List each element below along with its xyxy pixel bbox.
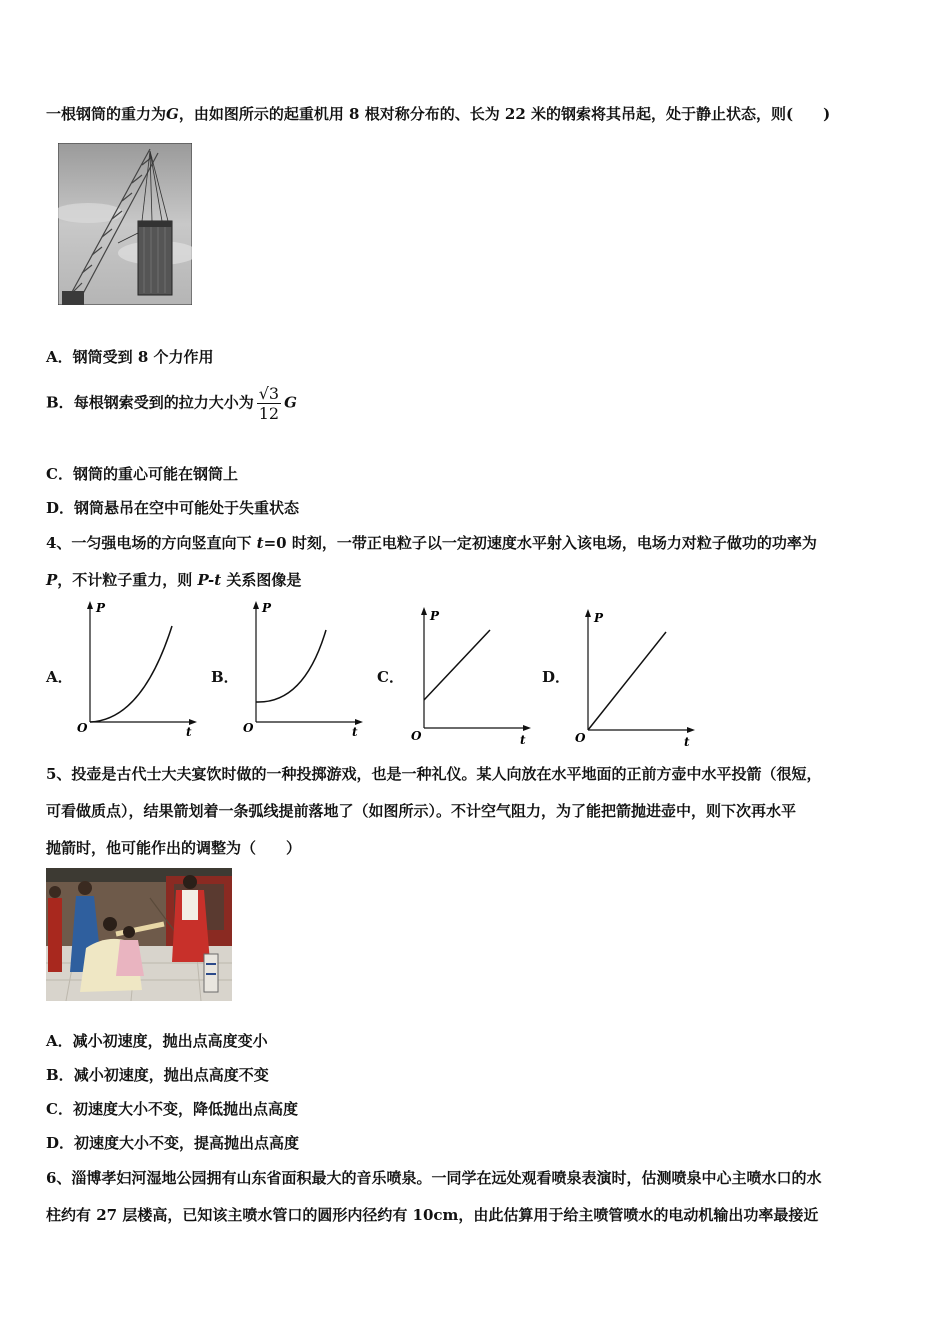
q3-stem-part-b: ，由如图所示的起重机用 8 根对称分布的、长为 22 米的钢索将其吊起，处于静止状态，则( ): [178, 105, 831, 123]
q5-option-d: [46, 1132, 299, 1153]
option-label: B．: [46, 393, 74, 412]
q6-stem-line-1: 6、淄博孝妇河湿地公园拥有山东省面积最大的音乐喷泉。一同学在远处观看喷泉表演时，估测喷泉中心主喷水口的水: [46, 1169, 822, 1187]
q3-option-b: [46, 384, 297, 423]
option-text: 每根钢索受到的拉力大小为: [73, 393, 254, 412]
q4-stem-line-2: [46, 569, 301, 590]
curve: [90, 626, 172, 722]
q4-stem-line-1: [46, 532, 817, 553]
option-text: 减小初速度，抛出点高度不变: [73, 1066, 269, 1084]
line: [424, 630, 490, 700]
option-text: 初速度大小不变，降低抛出点高度: [72, 1100, 298, 1118]
axis-t-label: t: [684, 735, 690, 748]
x-axis-arrow: [523, 725, 531, 731]
y-axis-arrow: [421, 607, 427, 615]
sqrt3-over-12-fraction: [257, 384, 281, 423]
q4-stem-text: 4、一匀强电场的方向竖直向下: [46, 534, 257, 552]
fraction-denominator: 12: [258, 404, 280, 423]
q4-stem-text: ，不计粒子重力，则: [57, 571, 198, 589]
y-axis-arrow: [253, 601, 259, 609]
axis-p-label: P: [96, 601, 106, 615]
q6-stem-line-2: 柱约有 27 层楼高，已知该主喷水管口的圆形内径约有 10cm，由此估算用于给主喷管喷水的电动机输出功率最接近: [46, 1206, 819, 1224]
axis-p-label: P: [262, 601, 272, 615]
graph-d-label: D．: [542, 668, 571, 686]
option-label: C．: [46, 1100, 73, 1118]
q3-option-d: [46, 497, 299, 518]
option-label: A．: [46, 1032, 73, 1050]
graph-b-label: B．: [211, 668, 239, 686]
graph-c: [404, 604, 534, 746]
option-text: 钢筒受到 8 个力作用: [72, 348, 214, 366]
q4-stem-text: 关系图像是: [221, 571, 302, 589]
option-text: 减小初速度，抛出点高度变小: [72, 1032, 268, 1050]
option-label: A．: [46, 348, 73, 366]
y-axis-arrow: [585, 609, 591, 617]
graph-b: [236, 598, 366, 738]
q3-option-a: [46, 346, 214, 367]
origin-label: O: [575, 731, 586, 745]
axis-p-label: P: [594, 611, 604, 625]
origin-label: O: [243, 721, 254, 735]
q4-var-p: P: [46, 571, 58, 589]
touhu-photo: [46, 868, 232, 1001]
graph-c-label: C．: [377, 668, 404, 686]
q3-stem-g: G: [166, 105, 179, 123]
origin-label: O: [77, 721, 88, 735]
q5-stem-line-1: 5、投壶是古代士大夫宴饮时做的一种投掷游戏，也是一种礼仪。某人向放在水平地面的正前方壶中水平投箭（很短，: [46, 765, 822, 783]
x-axis-arrow: [687, 727, 695, 733]
option-label: D．: [46, 499, 75, 517]
axis-t-label: t: [186, 725, 192, 738]
graph-a-label: A．: [46, 668, 73, 686]
origin-label: O: [411, 729, 422, 743]
option-text: 钢筒的重心可能在钢筒上: [72, 465, 238, 483]
option-text: 初速度大小不变，提高抛出点高度: [74, 1134, 300, 1152]
axis-t-label: t: [520, 733, 526, 746]
fraction-numerator: √3: [258, 384, 280, 403]
graph-d: [568, 606, 698, 748]
option-label: B．: [46, 1066, 74, 1084]
q5-option-a: [46, 1030, 268, 1051]
line: [588, 632, 666, 730]
q3-stem-part-a: 一根钢筒的重力为: [46, 105, 167, 123]
q5-stem-line-2: 可看做质点），结果箭划着一条弧线提前落地了（如图所示）。不计空气阻力，为了能把箭抛进壶中，则下次再水平: [46, 802, 797, 820]
crane-photo: [58, 143, 192, 305]
option-text: 钢筒悬吊在空中可能处于失重状态: [74, 499, 300, 517]
fraction-g: G: [284, 393, 297, 412]
q5-stem-line-3: 抛箭时，他可能作出的调整为（ ）: [46, 839, 302, 857]
q4-var-pt: P-t: [197, 571, 222, 589]
axis-t-label: t: [352, 725, 358, 738]
axis-p-label: P: [430, 609, 440, 623]
graph-a: [70, 598, 200, 738]
y-axis-arrow: [87, 601, 93, 609]
q5-option-c: [46, 1098, 298, 1119]
q3-option-c: [46, 463, 238, 484]
option-label: C．: [46, 465, 73, 483]
curve: [256, 630, 326, 702]
q3-stem: [46, 103, 830, 124]
option-label: D．: [46, 1134, 75, 1152]
q4-stem-text: =0 时刻，一带正电粒子以一定初速度水平射入该电场，电场力对粒子做功的功率为: [263, 534, 817, 552]
q5-option-b: [46, 1064, 269, 1085]
q4-var-t: t: [256, 534, 264, 552]
